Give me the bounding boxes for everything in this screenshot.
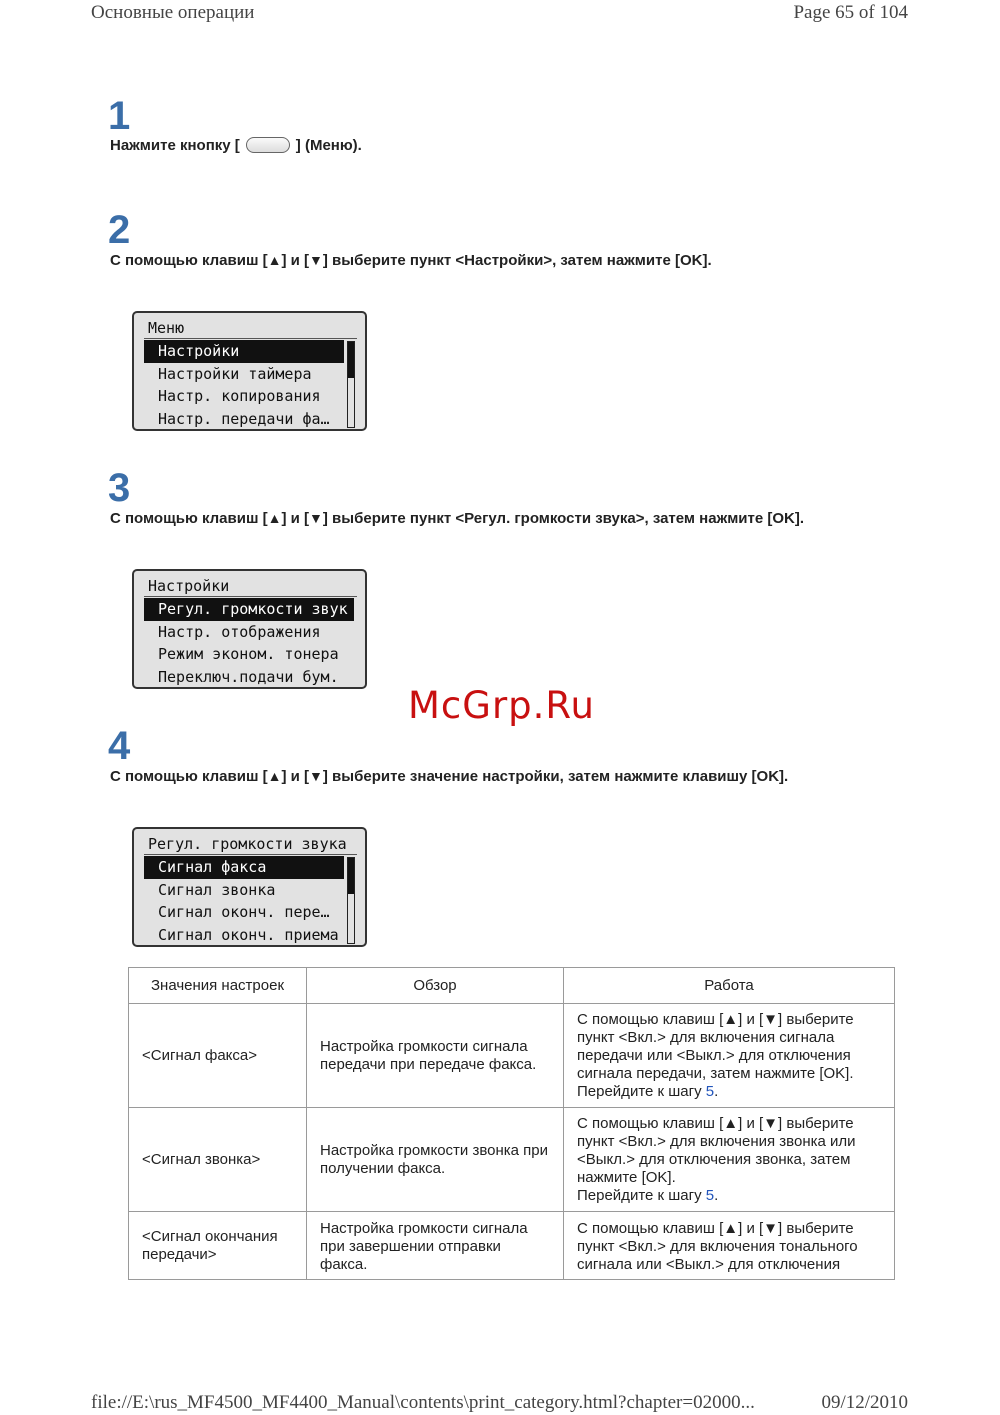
lcd-title: Настройки bbox=[144, 575, 357, 597]
step-3-number: 3 bbox=[108, 466, 131, 510]
step-4-text: С помощью клавиш [▲] и [▼] выберите значение настройки, затем нажмите клавишу [OK]. bbox=[110, 768, 789, 785]
down-arrow-icon: ▼ bbox=[309, 510, 323, 526]
lcd-scrollbar bbox=[347, 857, 355, 944]
settings-table bbox=[128, 967, 895, 1280]
step-1-number: 1 bbox=[108, 94, 131, 138]
step-2-text: С помощью клавиш [▲] и [▼] выберите пункт <Настройки>, затем нажмите [OK]. bbox=[110, 252, 712, 269]
down-arrow-icon: ▼ bbox=[763, 1010, 779, 1028]
table-header: Значения настроек bbox=[129, 968, 307, 1004]
down-arrow-icon: ▼ bbox=[763, 1220, 779, 1237]
table-row bbox=[129, 1004, 895, 1108]
down-arrow-icon: ▼ bbox=[309, 252, 323, 268]
lcd-row: Настр. передачи фа… bbox=[158, 409, 330, 428]
table-row bbox=[129, 1108, 895, 1212]
table-row bbox=[129, 1212, 895, 1280]
lcd-row: Режим эконом. тонера bbox=[158, 645, 339, 663]
down-arrow-icon: ▼ bbox=[763, 1114, 779, 1132]
up-arrow-icon: ▲ bbox=[267, 768, 282, 784]
lcd-title: Меню bbox=[144, 317, 357, 339]
lcd-scrollbar bbox=[347, 341, 355, 428]
footer-date: 09/12/2010 bbox=[821, 1392, 908, 1413]
table-header-row bbox=[129, 968, 895, 1004]
lcd-settings-screen bbox=[132, 569, 367, 689]
table-cell-overview: Настройка громкости сигнала передачи при передаче факса. bbox=[307, 1004, 564, 1108]
step-link[interactable]: 5 bbox=[705, 1186, 715, 1204]
step-3-text: С помощью клавиш [▲] и [▼] выберите пункт <Регул. громкости звука>, затем нажмите [OK]. bbox=[110, 510, 805, 527]
up-arrow-icon: ▲ bbox=[723, 1220, 739, 1237]
up-arrow-icon: ▲ bbox=[723, 1114, 739, 1132]
step-4-number: 4 bbox=[108, 724, 131, 768]
table-cell-value: <Сигнал факса> bbox=[129, 1004, 307, 1108]
down-arrow-icon: ▼ bbox=[309, 768, 323, 784]
lcd-row-selected: Настройки bbox=[144, 340, 344, 363]
header-section-title: Основные операции bbox=[91, 2, 255, 23]
step-link[interactable]: 5 bbox=[705, 1082, 715, 1100]
watermark: McGrp.Ru bbox=[408, 684, 595, 727]
table-cell-action: С помощью клавиш [▲] и [▼] выберите пункт <Вкл.> для включения сигнала передачи или <Выкл.> для отключения сигнала передачи, затем нажмите [OK]. Перейдите к шагу 5. bbox=[564, 1004, 895, 1108]
lcd-row: Сигнал оконч. пере… bbox=[158, 903, 330, 921]
table-cell-value: <Сигнал звонка> bbox=[129, 1108, 307, 1212]
header-page-number: Page 65 of 104 bbox=[793, 2, 908, 23]
table-cell-overview: Настройка громкости звонка при получении факса. bbox=[307, 1108, 564, 1212]
lcd-row-selected: Сигнал факса bbox=[144, 856, 344, 879]
lcd-volume-screen bbox=[132, 827, 367, 947]
table-cell-action: С помощью клавиш [▲] и [▼] выберите пункт <Вкл.> для включения звонка или <Выкл.> для отключения звонка, затем нажмите [OK]. Перейдите к шагу 5. bbox=[564, 1108, 895, 1212]
lcd-row: Настр. копирования bbox=[158, 387, 321, 405]
lcd-title: Регул. громкости звука bbox=[144, 833, 357, 855]
lcd-row: Сигнал звонка bbox=[158, 880, 276, 899]
up-arrow-icon: ▲ bbox=[723, 1010, 739, 1028]
step-1-text: Нажмите кнопку [ ] (Меню). bbox=[110, 137, 362, 154]
lcd-row: Переключ.подачи бум. bbox=[158, 667, 339, 686]
lcd-row-selected: Регул. громкости звук bbox=[144, 598, 354, 621]
up-arrow-icon: ▲ bbox=[267, 252, 282, 268]
table-cell-overview: Настройка громкости сигнала при завершении отправки факса. bbox=[307, 1212, 564, 1280]
up-arrow-icon: ▲ bbox=[267, 510, 282, 526]
menu-key-icon bbox=[246, 137, 290, 153]
footer-file-path: file://E:\rus_MF4500_MF4400_Manual\contents\print_category.html?chapter=02000... bbox=[91, 1392, 755, 1413]
lcd-row: Настр. отображения bbox=[158, 622, 321, 641]
table-cell-action: С помощью клавиш [▲] и [▼] выберите пункт <Вкл.> для включения тонального сигнала или <Выкл.> для отключения bbox=[564, 1212, 895, 1280]
step-2-number: 2 bbox=[108, 208, 131, 252]
lcd-row: Сигнал оконч. приема bbox=[158, 925, 339, 944]
table-header: Обзор bbox=[307, 968, 564, 1004]
lcd-row: Настройки таймера bbox=[158, 364, 312, 383]
table-cell-value: <Сигнал окончания передачи> bbox=[129, 1212, 307, 1280]
table-header: Работа bbox=[564, 968, 895, 1004]
lcd-menu-screen bbox=[132, 311, 367, 431]
